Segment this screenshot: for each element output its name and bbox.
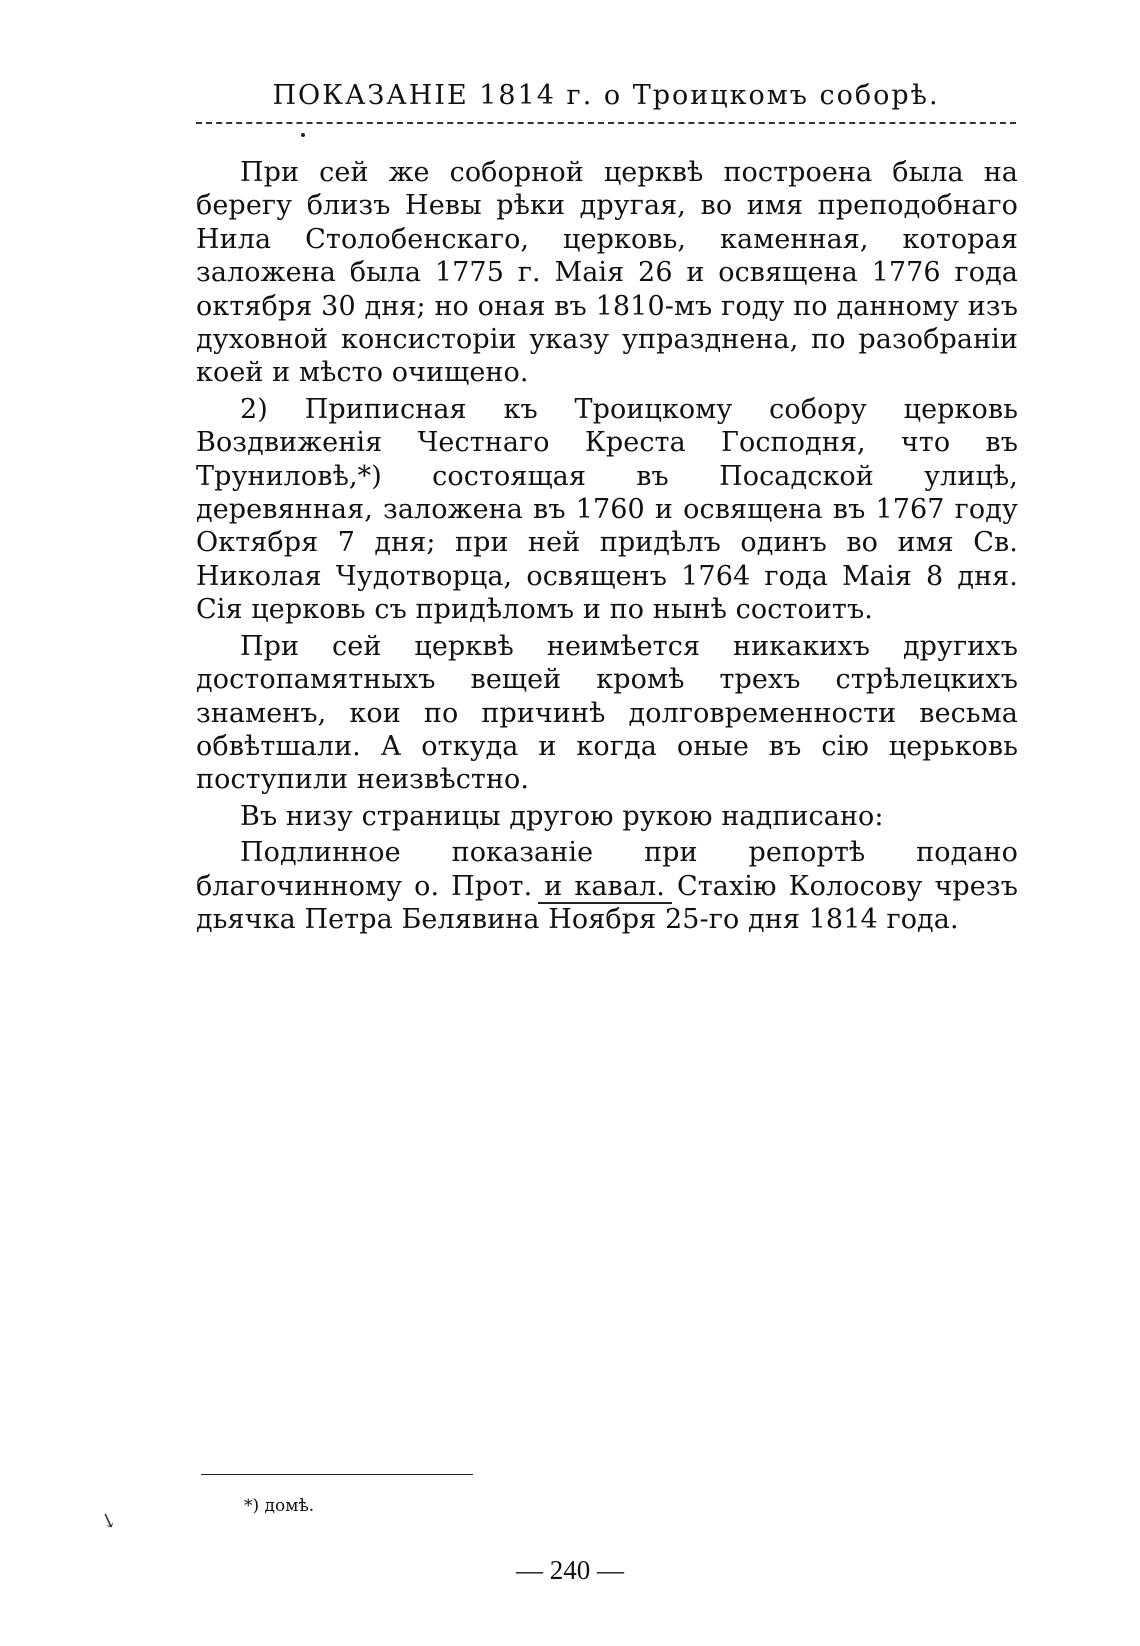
paragraph-handwritten-note-intro: Въ низу страницы другою рукою надписано: — [240, 800, 884, 832]
margin-pencil-mark: ↘ — [96, 1505, 121, 1535]
body-text — [196, 156, 1018, 939]
paragraph-nil-stolobensky-church: При сей же соборной церквѣ построена была на берегу близъ Невы рѣки другая, во имя преподобнаго Нила Столобенскаго, церковь, каменная, которая заложена была 1775 г. Маія 26 и освящена 1776 года октября 30 дня; но оная въ 1810-мъ году по данному изъ духовной консисторіи указу упразднена, по разобраніи коей и мѣсто очищено. — [196, 157, 1018, 389]
paragraph-relics: При сей церквѣ неимѣется никакихъ другихъ достопамятныхъ вещей кромѣ трехъ стрѣлецкихъ знаменъ, кои по причинѣ долговременности весьма обвѣтшали. А откуда и когда оные въ сію церьковь поступили неизвѣстно. — [196, 630, 1018, 796]
running-title: ПОКАЗАНІЕ 1814 г. о Троицкомъ соборѣ. — [272, 80, 940, 111]
footnote: *) домѣ. — [244, 1496, 315, 1516]
section-end-rule — [538, 902, 672, 904]
page-number: — 240 — — [516, 1555, 624, 1585]
header-rule — [196, 122, 1016, 124]
paragraph-vozdvizhenie-church: 2) Приписная къ Троицкому собору церковь Воздвиженія Честнаго Креста Господня, что въ Труниловѣ,*) состоящая въ Посадской улицѣ, деревянная, заложена въ 1760 и освящена въ 1767 году Октября 7 дня; при ней придѣлъ одинъ во имя Св. Николая Чудотворца, освященъ 1764 года Маія 8 дня. Сія церковь съ придѣломъ и по нынѣ состоитъ. — [196, 393, 1018, 626]
footnote-rule — [201, 1474, 473, 1475]
paragraph-original-report: Подлинное показаніе при репортѣ подано благочинному о. Прот. и кавал. Стахію Колосову чрезъ дьячка Петра Белявина Ноября 25-го дня 1814 года. — [196, 837, 1018, 935]
ink-dot — [301, 133, 305, 137]
